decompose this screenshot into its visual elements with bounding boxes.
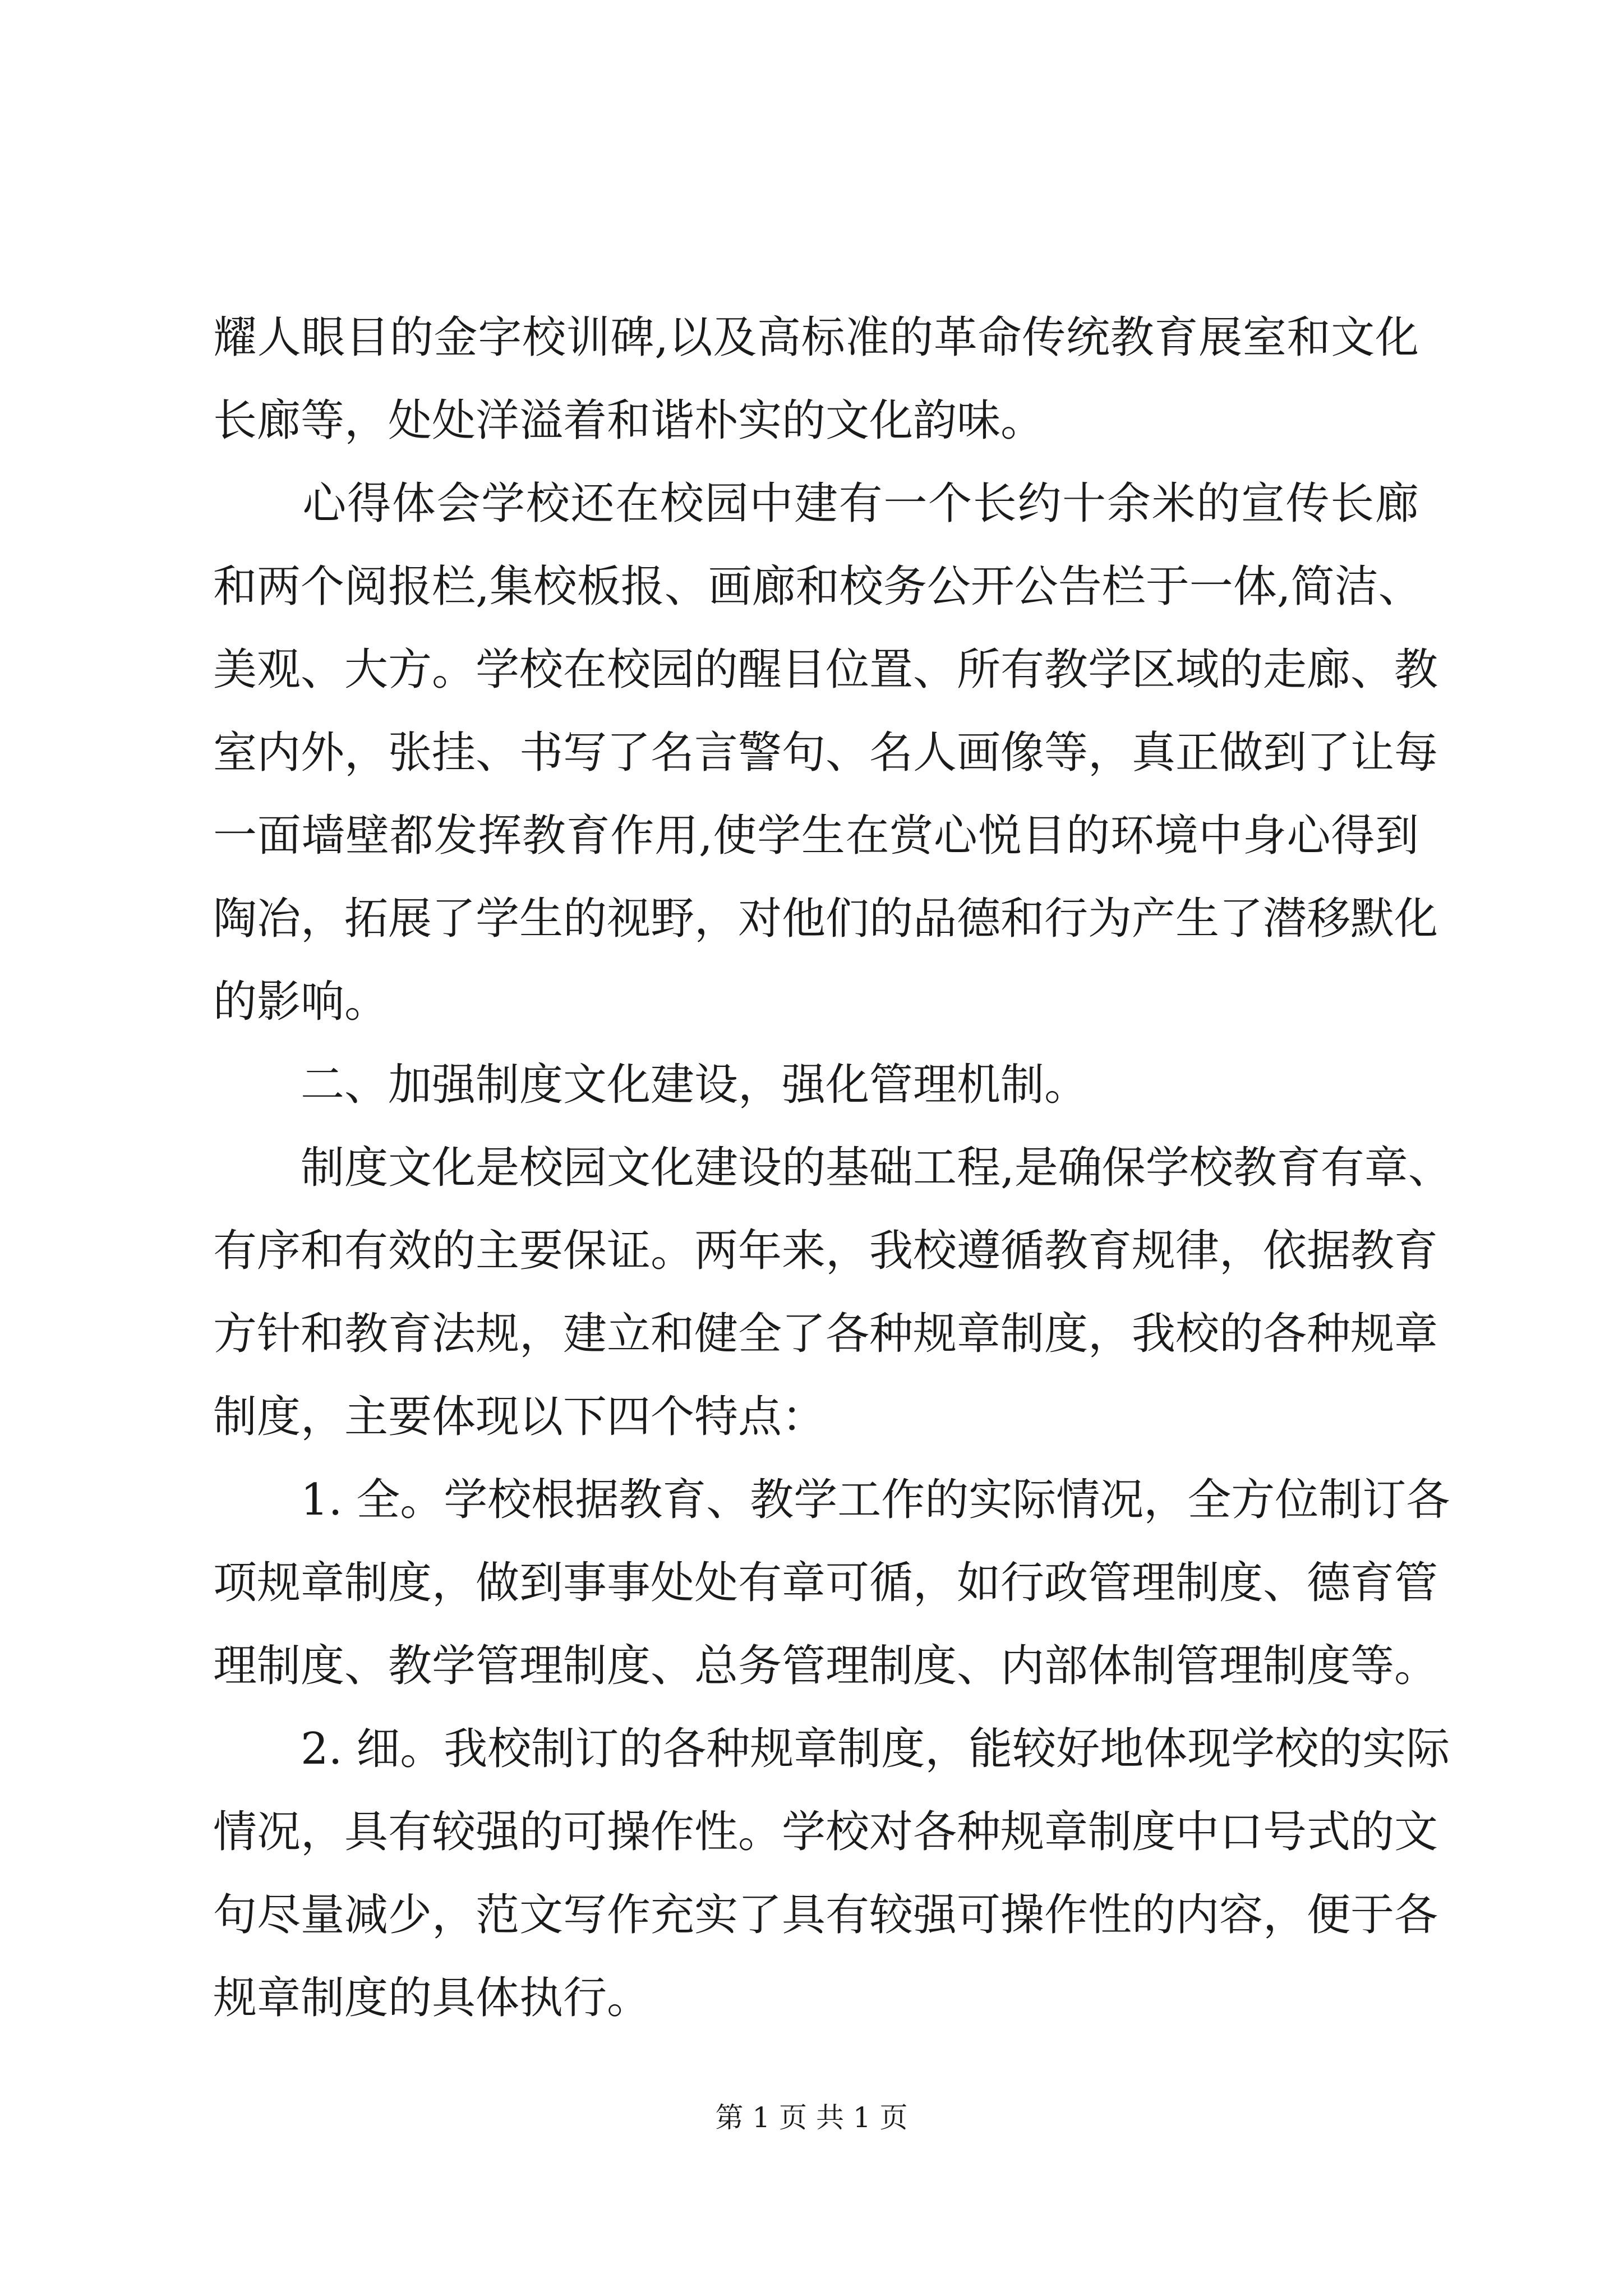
document-body [213, 296, 1452, 2040]
text-line: 有序和有效的主要保证。两年来，我校遵循教育规律，依据教育 [213, 1226, 1438, 1276]
text-line: 长廊等，处处洋溢着和谐朴实的文化韵味。 [213, 395, 1045, 446]
text-line: 情况，具有较强的可操作性。学校对各种规章制度中口号式的文 [213, 1807, 1438, 1857]
text-line: 的影响。 [213, 977, 389, 1027]
text-line: 一面墙壁都发挥教育作用,使学生在赏心悦目的环境中身心得到 [213, 811, 1419, 861]
text-line: 制度，主要体现以下四个特点： [213, 1392, 826, 1442]
list-item-line: 1. 全。学校根据教育、教学工作的实际情况，全方位制订各 [213, 1475, 1450, 1525]
section-heading: 二、加强制度文化建设，强化管理机制。 [213, 1060, 1089, 1110]
page-number-label: 第 1 页 共 1 页 [715, 2101, 908, 2134]
list-item-line: 2. 细。我校制订的各种规章制度，能较好地体现学校的实际 [213, 1724, 1450, 1774]
text-line: 句尽量减少，范文写作充实了具有较强可操作性的内容，便于各 [213, 1890, 1438, 1940]
text-line: 耀人眼目的金字校训碑,以及高标准的革命传统教育展室和文化 [213, 312, 1419, 363]
text-line: 心得体会学校还在校园中建有一个长约十余米的宣传长廊 [213, 478, 1419, 529]
text-line: 和两个阅报栏,集校板报、画廊和校务公开公告栏于一体,简洁、 [213, 562, 1422, 612]
text-line: 制度文化是校园文化建设的基础工程,是确保学校教育有章、 [213, 1143, 1452, 1193]
text-line: 规章制度的具体执行。 [213, 1973, 651, 2023]
text-line: 方针和教育法规，建立和健全了各种规章制度，我校的各种规章 [213, 1309, 1438, 1359]
text-line: 室内外，张挂、书写了名言警句、名人画像等，真正做到了让每 [213, 728, 1438, 778]
page-footer [0, 2098, 1623, 2137]
text-line: 理制度、教学管理制度、总务管理制度、内部体制管理制度等。 [213, 1641, 1438, 1691]
text-line: 美观、大方。学校在校园的醒目位置、所有教学区域的走廊、教 [213, 645, 1438, 695]
text-line: 陶冶，拓展了学生的视野，对他们的品德和行为产生了潜移默化 [213, 894, 1438, 944]
text-line: 项规章制度，做到事事处处有章可循，如行政管理制度、德育管 [213, 1558, 1438, 1608]
